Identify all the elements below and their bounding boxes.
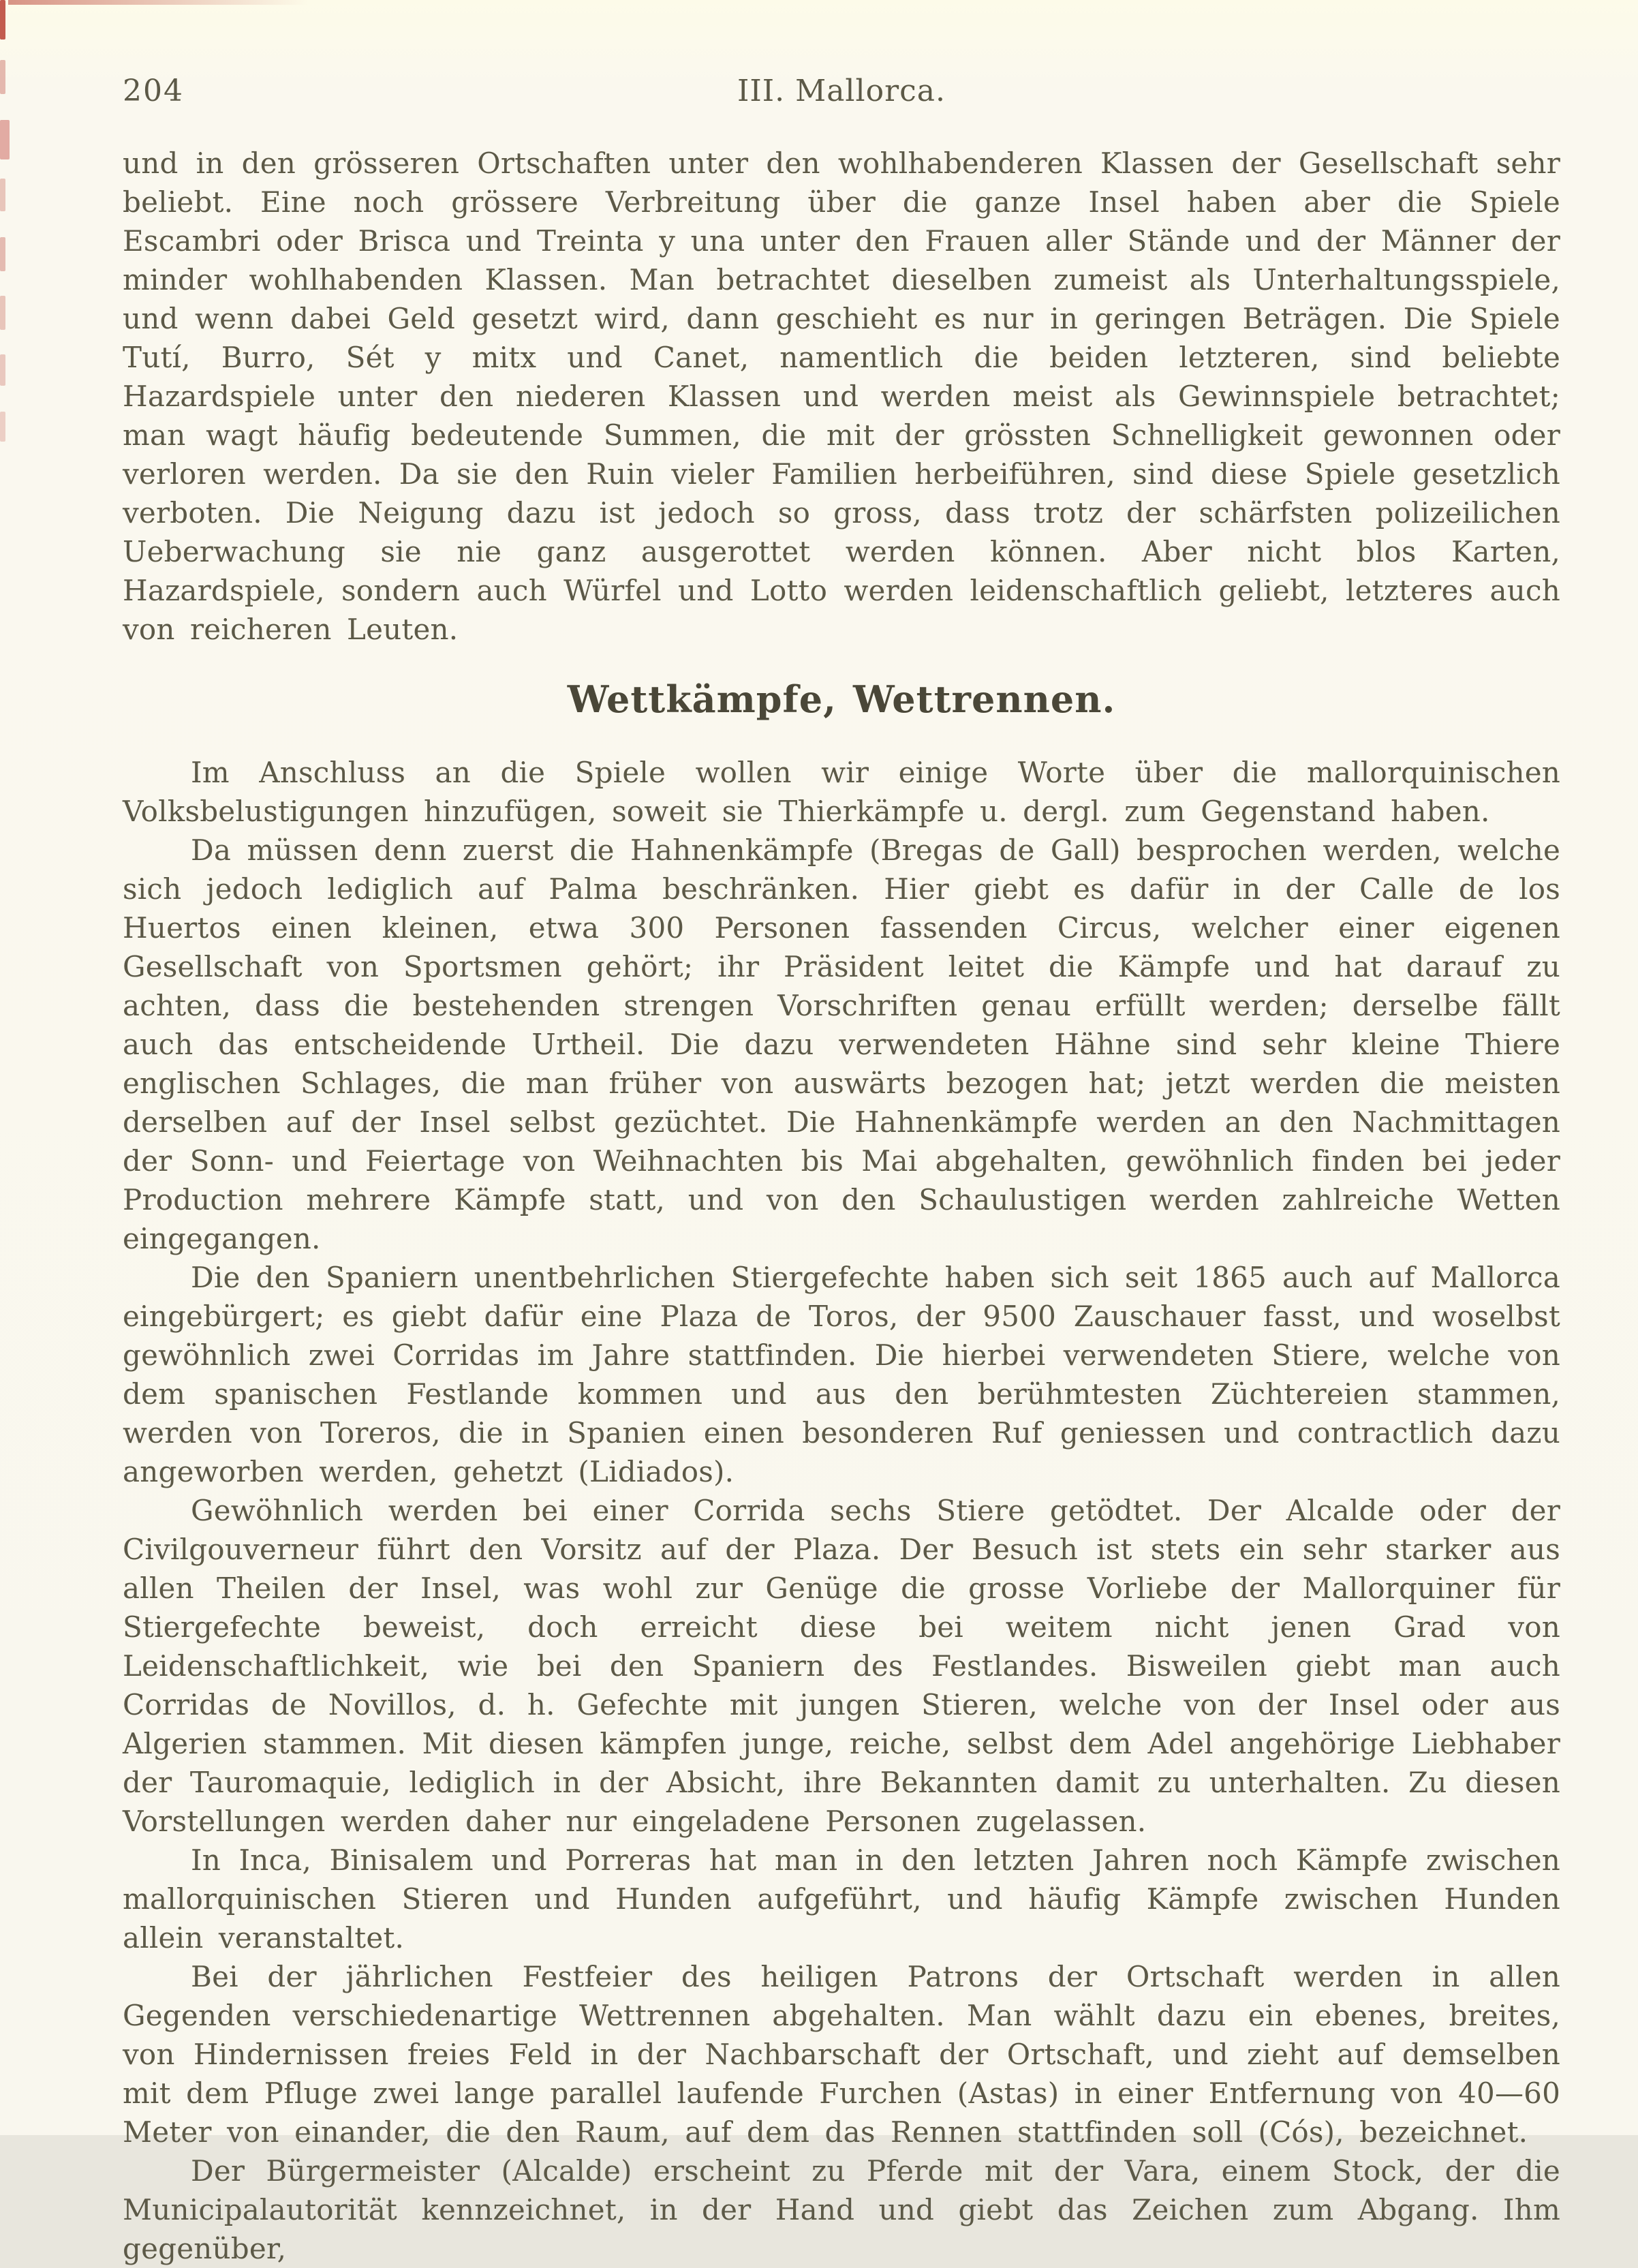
page-number: 204 bbox=[123, 74, 184, 108]
paragraph-6: Bei der jährlichen Festfeier des heiligen Patrons der Ortschaft werden in allen Gegenden verschiedenartige Wettrennen abgehalten. Man wählt dazu ein ebenes, breites, von Hindernissen freies Feld in der Nachbarschaft der Ortschaft, und zieht auf demselben mit dem Pfluge zwei lange parallel laufende Furchen (Astas) in einer Entfernung von 40—60 Meter von einander, die den Raum, auf dem das Rennen stattfinden soll (Cós), bezeichnet. bbox=[123, 1960, 1560, 2149]
paragraph-3: Die den Spaniern unentbehrlichen Stiergefechte haben sich seit 1865 auch auf Mallorca eingebürgert; es giebt dafür eine Plaza de Toros, der 9500 Zauschauer fasst, und woselbst gewöhnlich zwei Corridas im Jahre stattfinden. Die hierbei verwendeten Stiere, welche von dem spanischen Festlande kommen und aus den berühmtesten Züchtereien stammen, werden von Toreros, die in Spanien einen besonderen Ruf geniessen und contractlich dazu angeworben werden, gehetzt (Lidiados). bbox=[123, 1261, 1560, 1488]
paragraph-2: Da müssen denn zuerst die Hahnenkämpfe (Bregas de Gall) besprochen werden, welche sich jedoch lediglich auf Palma beschränken. Hier giebt es dafür in der Calle de los Huertos einen kleinen, etwa 300 Personen fassenden Circus, welcher einer eigenen Gesellschaft von Sportsmen gehört; ihr Präsident leitet die Kämpfe und hat darauf zu achten, dass die bestehenden strengen Vorschriften genau erfüllt werden; derselbe fällt auch das entscheidende Urtheil. Die dazu verwendeten Hähne sind sehr kleine Thiere englischen Schlages, die man früher von auswärts bezogen hat; jetzt werden die meisten derselben auf der Insel selbst gezüchtet. Die Hahnenkämpfe werden an den Nachmittagen der Sonn- und Feiertage von Weihnachten bis Mai abgehalten, gewöhnlich finden bei jeder Production mehrere Kämpfe statt, und von den Schaulustigen werden zahlreiche Wetten eingegangen. bbox=[123, 833, 1560, 1255]
intro-paragraph: und in den grösseren Ortschaften unter den wohlhabenderen Klassen der Gesellschaft sehr beliebt. Eine noch grössere Verbreitung über die ganze Insel haben aber die Spiele Escambri oder Brisca und Treinta y una unter den Frauen aller Stände und der Männer der minder wohlhabenden Klassen. Man betrachtet dieselben zumeist als Unterhaltungsspiele, und wenn dabei Geld gesetzt wird, dann geschieht es nur in geringen Beträgen. Die Spiele Tutí, Burro, Sét y mitx und Canet, namentlich die beiden letzteren, sind beliebte Hazardspiele unter den niederen Klassen und werden meist als Gewinnspiele betrachtet; man wagt häufig bedeutende Summen, die mit der grössten Schnelligkeit gewonnen oder verloren werden. Da sie den Ruin vieler Familien herbeiführen, sind diese Spiele gesetzlich verboten. Die Neigung dazu ist jedoch so gross, dass trotz der schärfsten polizeilichen Ueberwachung sie nie ganz ausgerottet werden können. Aber nicht blos Karten, Hazardspiele, sondern auch Würfel und Lotto werden leidenschaftlich geliebt, letzteres auch von reicheren Leuten. bbox=[123, 147, 1560, 646]
section-heading: Wettkämpfe, Wettrennen. bbox=[567, 677, 1116, 721]
paragraph-4: Gewöhnlich werden bei einer Corrida sechs Stiere getödtet. Der Alcalde oder der Civilgouverneur führt den Vorsitz auf der Plaza. Der Besuch ist stets ein sehr starker aus allen Theilen der Insel, was wohl zur Genüge die grosse Vorliebe der Mallorquiner für Stiergefechte beweist, doch erreicht diese bei weitem nicht jenen Grad von Leidenschaftlichkeit, wie bei den Spaniern des Festlandes. Bisweilen giebt man auch Corridas de Novillos, d. h. Gefechte mit jungen Stieren, welche von der Insel oder aus Algerien stammen. Mit diesen kämpfen junge, reiche, selbst dem Adel angehörige Liebhaber der Tauromaquie, lediglich in der Absicht, ihre Bekannten damit zu unterhalten. Zu diesen Vorstellungen werden daher nur eingeladene Personen zugelassen. bbox=[123, 1494, 1560, 1838]
page-body bbox=[0, 108, 1638, 2268]
running-title: III. Mallorca. bbox=[737, 74, 946, 108]
paragraph-1: Im Anschluss an die Spiele wollen wir einige Worte über die mallorquinischen Volksbelustigungen hinzufügen, soweit sie Thierkämpfe u. dergl. zum Gegenstand haben. bbox=[123, 756, 1560, 828]
page-header bbox=[0, 0, 1638, 108]
paragraph-5: In Inca, Binisalem und Porreras hat man in den letzten Jahren noch Kämpfe zwischen mallorquinischen Stieren und Hunden aufgeführt, und häufig Kämpfe zwischen Hunden allein veranstaltet. bbox=[123, 1843, 1560, 1955]
paragraph-7: Der Bürgermeister (Alcalde) erscheint zu Pferde mit der Vara, einem Stock, der die Municipalautorität kennzeichnet, in der Hand und giebt das Zeichen zum Abgang. Ihm gegenüber, bbox=[123, 2154, 1560, 2265]
